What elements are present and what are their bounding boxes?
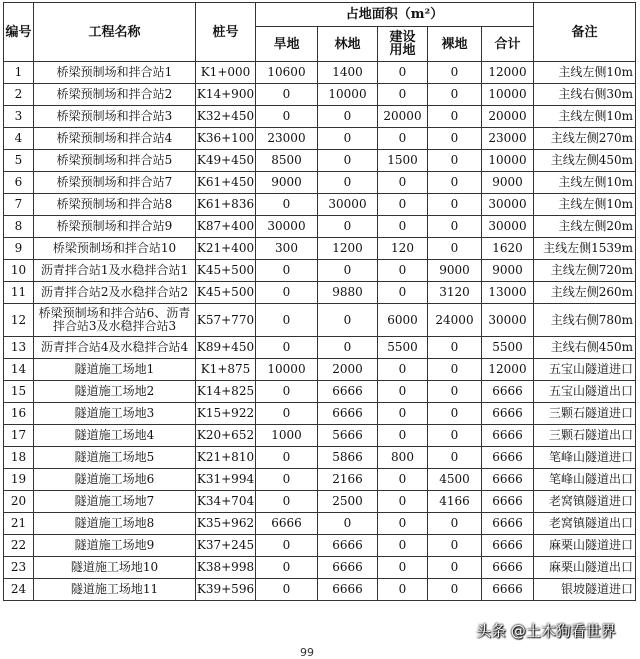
table-row [4, 282, 636, 304]
cell-station: K31+994 [196, 469, 256, 491]
cell-total: 6666 [482, 579, 534, 601]
cell-station: K38+998 [196, 557, 256, 579]
cell-total: 6666 [482, 491, 534, 513]
cell-construction: 0 [378, 491, 428, 513]
cell-name: 隧道施工场地7 [34, 491, 196, 513]
land-occupation-table [3, 2, 636, 601]
cell-bare: 0 [428, 579, 482, 601]
cell-station: K45+500 [196, 260, 256, 282]
cell-bare: 3120 [428, 282, 482, 304]
table-row [4, 216, 636, 238]
table-row [4, 128, 636, 150]
cell-dry: 9000 [256, 172, 318, 194]
cell-dry: 0 [256, 381, 318, 403]
cell-dry: 0 [256, 491, 318, 513]
cell-forest: 0 [318, 128, 378, 150]
cell-total: 6666 [482, 447, 534, 469]
cell-construction: 0 [378, 359, 428, 381]
cell-dry: 0 [256, 84, 318, 106]
cell-note: 三颗石隧道出口 [534, 425, 636, 447]
cell-construction: 800 [378, 447, 428, 469]
cell-no: 2 [4, 84, 34, 106]
cell-note: 笔峰山隧道出口 [534, 469, 636, 491]
cell-construction: 0 [378, 513, 428, 535]
cell-name: 隧道施工场地5 [34, 447, 196, 469]
cell-dry: 6666 [256, 513, 318, 535]
header-bare: 裸地 [428, 27, 482, 62]
cell-station: K39+596 [196, 579, 256, 601]
cell-bare: 0 [428, 557, 482, 579]
cell-bare: 0 [428, 337, 482, 359]
cell-bare: 4500 [428, 469, 482, 491]
cell-station: K57+770 [196, 304, 256, 337]
cell-dry: 10000 [256, 359, 318, 381]
cell-bare: 0 [428, 106, 482, 128]
cell-construction: 0 [378, 282, 428, 304]
cell-forest: 0 [318, 106, 378, 128]
table-row [4, 535, 636, 557]
cell-dry: 30000 [256, 216, 318, 238]
cell-bare: 0 [428, 403, 482, 425]
cell-note: 三颗石隧道进口 [534, 403, 636, 425]
cell-name: 沥青拌合站2及水稳拌合站2 [34, 282, 196, 304]
cell-no: 15 [4, 381, 34, 403]
cell-name: 隧道施工场地10 [34, 557, 196, 579]
cell-bare: 9000 [428, 260, 482, 282]
table-row [4, 238, 636, 260]
table-row [4, 337, 636, 359]
cell-station: K49+450 [196, 150, 256, 172]
table-row [4, 469, 636, 491]
cell-construction: 0 [378, 172, 428, 194]
cell-forest: 2500 [318, 491, 378, 513]
cell-construction: 0 [378, 535, 428, 557]
table-row [4, 260, 636, 282]
cell-construction: 0 [378, 84, 428, 106]
cell-forest: 6666 [318, 403, 378, 425]
cell-total: 30000 [482, 194, 534, 216]
cell-bare: 0 [428, 513, 482, 535]
cell-construction: 0 [378, 469, 428, 491]
cell-bare: 24000 [428, 304, 482, 337]
cell-name: 桥梁预制场和拌合站10 [34, 238, 196, 260]
cell-station: K35+962 [196, 513, 256, 535]
cell-note: 笔峰山隧道进口 [534, 447, 636, 469]
cell-construction: 20000 [378, 106, 428, 128]
cell-total: 6666 [482, 469, 534, 491]
cell-bare: 0 [428, 84, 482, 106]
cell-dry: 0 [256, 282, 318, 304]
cell-note: 主线右侧780m [534, 304, 636, 337]
header-total: 合计 [482, 27, 534, 62]
cell-station: K36+100 [196, 128, 256, 150]
table-row [4, 381, 636, 403]
cell-construction: 1500 [378, 150, 428, 172]
cell-total: 9000 [482, 172, 534, 194]
cell-bare: 0 [428, 238, 482, 260]
cell-dry: 0 [256, 194, 318, 216]
cell-dry: 0 [256, 557, 318, 579]
cell-no: 6 [4, 172, 34, 194]
cell-station: K14+825 [196, 381, 256, 403]
cell-name: 桥梁预制场和拌合站8 [34, 194, 196, 216]
cell-no: 7 [4, 194, 34, 216]
cell-name: 隧道施工场地9 [34, 535, 196, 557]
cell-no: 18 [4, 447, 34, 469]
cell-dry: 0 [256, 469, 318, 491]
cell-no: 21 [4, 513, 34, 535]
cell-dry: 1000 [256, 425, 318, 447]
cell-construction: 0 [378, 216, 428, 238]
cell-name: 隧道施工场地11 [34, 579, 196, 601]
cell-name: 隧道施工场地1 [34, 359, 196, 381]
cell-forest: 0 [318, 304, 378, 337]
cell-total: 10000 [482, 84, 534, 106]
cell-bare: 0 [428, 381, 482, 403]
cell-construction: 0 [378, 260, 428, 282]
table-row [4, 106, 636, 128]
cell-name: 桥梁预制场和拌合站7 [34, 172, 196, 194]
cell-forest: 6666 [318, 381, 378, 403]
table-row [4, 513, 636, 535]
cell-name: 桥梁预制场和拌合站6、沥青拌合站3及水稳拌合站3 [34, 304, 196, 337]
cell-station: K37+245 [196, 535, 256, 557]
table-row [4, 491, 636, 513]
cell-name: 桥梁预制场和拌合站3 [34, 106, 196, 128]
cell-note: 主线右侧450m [534, 337, 636, 359]
cell-bare: 0 [428, 447, 482, 469]
cell-name: 桥梁预制场和拌合站2 [34, 84, 196, 106]
header-area-group: 占地面积（m²） [256, 3, 534, 27]
cell-name: 隧道施工场地4 [34, 425, 196, 447]
header-no: 编号 [4, 3, 34, 62]
cell-note: 主线左侧450m [534, 150, 636, 172]
header-construction: 建设用地 [378, 27, 428, 62]
cell-bare: 0 [428, 62, 482, 84]
header-forest: 林地 [318, 27, 378, 62]
cell-no: 24 [4, 579, 34, 601]
cell-dry: 8500 [256, 150, 318, 172]
cell-no: 22 [4, 535, 34, 557]
cell-total: 1620 [482, 238, 534, 260]
table-row [4, 359, 636, 381]
cell-forest: 5866 [318, 447, 378, 469]
cell-bare: 0 [428, 128, 482, 150]
cell-construction: 5500 [378, 337, 428, 359]
cell-bare: 0 [428, 172, 482, 194]
cell-no: 17 [4, 425, 34, 447]
cell-note: 主线左侧720m [534, 260, 636, 282]
cell-total: 13000 [482, 282, 534, 304]
cell-forest: 0 [318, 260, 378, 282]
cell-name: 桥梁预制场和拌合站1 [34, 62, 196, 84]
cell-name: 沥青拌合站1及水稳拌合站1 [34, 260, 196, 282]
cell-name: 桥梁预制场和拌合站4 [34, 128, 196, 150]
cell-construction: 0 [378, 62, 428, 84]
cell-bare: 0 [428, 425, 482, 447]
cell-total: 20000 [482, 106, 534, 128]
table-body [4, 62, 636, 601]
cell-no: 1 [4, 62, 34, 84]
cell-forest: 6666 [318, 557, 378, 579]
cell-construction: 0 [378, 425, 428, 447]
cell-dry: 0 [256, 260, 318, 282]
cell-bare: 0 [428, 194, 482, 216]
cell-total: 6666 [482, 557, 534, 579]
cell-no: 20 [4, 491, 34, 513]
watermark: 头条 @土木狗看世界 [476, 622, 616, 640]
cell-construction: 120 [378, 238, 428, 260]
table-row [4, 447, 636, 469]
cell-note: 主线左侧10m [534, 62, 636, 84]
cell-forest: 0 [318, 337, 378, 359]
cell-note: 主线左侧10m [534, 172, 636, 194]
cell-station: K14+900 [196, 84, 256, 106]
cell-construction: 0 [378, 381, 428, 403]
cell-forest: 0 [318, 150, 378, 172]
cell-total: 6666 [482, 535, 534, 557]
cell-no: 10 [4, 260, 34, 282]
cell-note: 主线左侧260m [534, 282, 636, 304]
cell-note: 主线左侧10m [534, 194, 636, 216]
cell-station: K32+450 [196, 106, 256, 128]
header-station: 桩号 [196, 3, 256, 62]
cell-forest: 0 [318, 513, 378, 535]
cell-construction: 0 [378, 557, 428, 579]
cell-construction: 0 [378, 128, 428, 150]
cell-forest: 6666 [318, 579, 378, 601]
cell-forest: 30000 [318, 194, 378, 216]
cell-forest: 1400 [318, 62, 378, 84]
cell-dry: 10600 [256, 62, 318, 84]
cell-forest: 6666 [318, 535, 378, 557]
table-row [4, 172, 636, 194]
cell-note: 老窝镇隧道进口 [534, 491, 636, 513]
header-note: 备注 [534, 3, 636, 62]
cell-total: 6666 [482, 403, 534, 425]
cell-dry: 0 [256, 337, 318, 359]
cell-no: 11 [4, 282, 34, 304]
cell-total: 6666 [482, 381, 534, 403]
cell-forest: 2000 [318, 359, 378, 381]
cell-total: 9000 [482, 260, 534, 282]
cell-name: 隧道施工场地3 [34, 403, 196, 425]
cell-note: 老窝镇隧道出口 [534, 513, 636, 535]
cell-forest: 2166 [318, 469, 378, 491]
cell-name: 桥梁预制场和拌合站5 [34, 150, 196, 172]
cell-total: 5500 [482, 337, 534, 359]
cell-station: K1+875 [196, 359, 256, 381]
cell-construction: 0 [378, 403, 428, 425]
cell-note: 主线左侧20m [534, 216, 636, 238]
cell-construction: 0 [378, 579, 428, 601]
cell-dry: 0 [256, 403, 318, 425]
cell-bare: 0 [428, 216, 482, 238]
cell-no: 8 [4, 216, 34, 238]
cell-note: 主线右侧30m [534, 84, 636, 106]
cell-name: 桥梁预制场和拌合站9 [34, 216, 196, 238]
cell-note: 五宝山隧道出口 [534, 381, 636, 403]
cell-bare: 0 [428, 150, 482, 172]
cell-forest: 1200 [318, 238, 378, 260]
cell-total: 6666 [482, 513, 534, 535]
cell-station: K20+652 [196, 425, 256, 447]
table-row [4, 557, 636, 579]
cell-no: 23 [4, 557, 34, 579]
cell-total: 6666 [482, 425, 534, 447]
cell-station: K61+836 [196, 194, 256, 216]
header-dry: 旱地 [256, 27, 318, 62]
cell-name: 隧道施工场地6 [34, 469, 196, 491]
cell-forest: 0 [318, 216, 378, 238]
cell-forest: 9880 [318, 282, 378, 304]
cell-no: 4 [4, 128, 34, 150]
cell-total: 30000 [482, 216, 534, 238]
cell-station: K21+400 [196, 238, 256, 260]
cell-no: 14 [4, 359, 34, 381]
cell-no: 19 [4, 469, 34, 491]
table-row [4, 403, 636, 425]
cell-no: 13 [4, 337, 34, 359]
cell-no: 3 [4, 106, 34, 128]
cell-forest: 0 [318, 172, 378, 194]
cell-total: 12000 [482, 62, 534, 84]
cell-note: 银坡隧道进口 [534, 579, 636, 601]
table-row [4, 425, 636, 447]
cell-bare: 0 [428, 359, 482, 381]
cell-forest: 10000 [318, 84, 378, 106]
cell-forest: 5666 [318, 425, 378, 447]
table-row [4, 304, 636, 337]
cell-station: K1+000 [196, 62, 256, 84]
table-row [4, 62, 636, 84]
cell-note: 主线左侧270m [534, 128, 636, 150]
cell-bare: 4166 [428, 491, 482, 513]
cell-station: K87+400 [196, 216, 256, 238]
cell-total: 30000 [482, 304, 534, 337]
cell-no: 16 [4, 403, 34, 425]
table-row [4, 84, 636, 106]
table-row [4, 194, 636, 216]
cell-name: 沥青拌合站4及水稳拌合站4 [34, 337, 196, 359]
cell-dry: 0 [256, 447, 318, 469]
header-row-1 [4, 3, 636, 27]
cell-no: 9 [4, 238, 34, 260]
cell-construction: 6000 [378, 304, 428, 337]
cell-no: 12 [4, 304, 34, 337]
cell-station: K89+450 [196, 337, 256, 359]
cell-bare: 0 [428, 535, 482, 557]
cell-station: K15+922 [196, 403, 256, 425]
cell-station: K21+810 [196, 447, 256, 469]
table-row [4, 579, 636, 601]
cell-note: 主线左侧1539m [534, 238, 636, 260]
cell-name: 隧道施工场地8 [34, 513, 196, 535]
cell-note: 五宝山隧道进口 [534, 359, 636, 381]
cell-name: 隧道施工场地2 [34, 381, 196, 403]
cell-note: 主线左侧10m [534, 106, 636, 128]
cell-total: 23000 [482, 128, 534, 150]
cell-dry: 0 [256, 304, 318, 337]
cell-note: 麻栗山隧道进口 [534, 535, 636, 557]
cell-station: K45+500 [196, 282, 256, 304]
header-name: 工程名称 [34, 3, 196, 62]
cell-station: K34+704 [196, 491, 256, 513]
cell-dry: 0 [256, 106, 318, 128]
cell-dry: 0 [256, 535, 318, 557]
cell-dry: 0 [256, 579, 318, 601]
cell-total: 10000 [482, 150, 534, 172]
page-number: 99 [300, 646, 314, 659]
cell-dry: 300 [256, 238, 318, 260]
cell-no: 5 [4, 150, 34, 172]
cell-note: 麻栗山隧道出口 [534, 557, 636, 579]
table-row [4, 150, 636, 172]
cell-total: 12000 [482, 359, 534, 381]
cell-station: K61+450 [196, 172, 256, 194]
cell-construction: 0 [378, 194, 428, 216]
cell-dry: 23000 [256, 128, 318, 150]
